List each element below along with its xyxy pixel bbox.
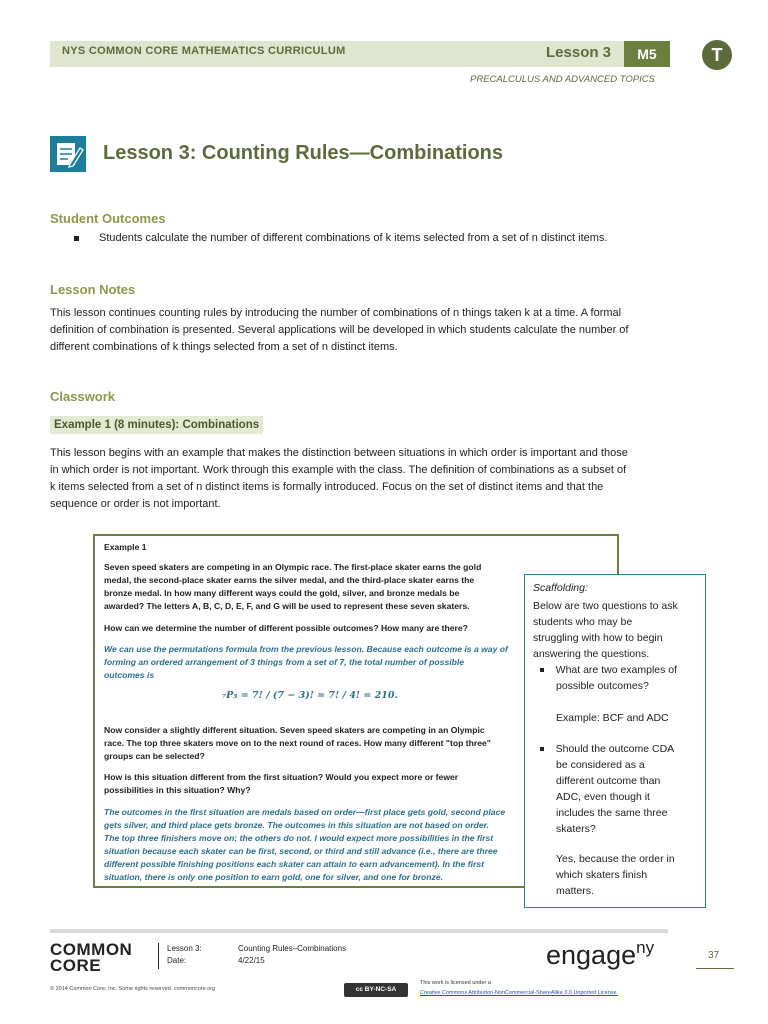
engageny-logo: engage$^{ny}$ (546, 938, 655, 970)
footer-divider (158, 943, 159, 969)
footer-date-value: 4/22/15 (238, 956, 265, 965)
common-core-logo: COMMON CORE (50, 940, 133, 975)
classwork-intro: This lesson begins with an example that makes the distinction between situations in which order is important and those in which order is not important. Work through this example with the class. The definition of combinations as a subset of k items selected from a set of n distinct items is formally introduced. Focus on the set of distinct items and that the sequence or order is not important. (50, 447, 628, 510)
license-link[interactable]: Creative Commons Attribution-NonCommercial-ShareAlike 3.0 Unported License. (420, 990, 619, 996)
teacher-badge: T (702, 40, 732, 70)
page-number-rule (696, 968, 734, 969)
notepad-icon (50, 136, 86, 172)
example-answer-2: The outcomes in the first situation are medals based on order—first place gets gold, second place gets silver, and third place gets bronze. The outcomes in this situation are not based on order. The top three finishers move on; the others do not. I would expect more possibilities in the first situation because each skater can be first, second, or third and still advance (i.e., there are three different possible finishing positions each skater can attain to earn advancement). In the first situation, there is only one position to earn gold, one for silver, and one for bronze. (104, 807, 506, 882)
course-subtitle: PRECALCULUS AND ADVANCED TOPICS (470, 74, 655, 85)
page-number: 37 (708, 950, 720, 961)
footer-rule (50, 929, 668, 933)
scaffolding-intro: Below are two questions to ask students who may be struggling with how to begin answering the questions. (533, 600, 678, 660)
copyright: © 2014 Common Core, Inc. Some rights reserved. commoncore.org (50, 986, 216, 992)
example-question-1: How can we determine the number of different possible outcomes? How many are there? (104, 623, 468, 633)
lesson-notes-text: This lesson continues counting rules by introducing the number of combinations of n things taken k at a time. A formal definition of combination is presented. Several applications will be developed in which students calculate the number of different combinations of k things selected from a set of n distinct items. (50, 307, 629, 353)
scaffolding-answer-1: Example: BCF and ADC (556, 712, 669, 724)
scaffolding-bullet-2: Should the outcome CDA be considered as a different outcome than ADC, even though it includes the same three skaters? (540, 741, 708, 837)
scaffolding-heading: Scaffolding: (533, 582, 588, 594)
example-paragraph-1: Seven speed skaters are competing in an Olympic race. The first-place skater earns the gold medal, the second-place skater earns the silver medal, and the third-place skater earns the bronze medal. In how many different ways could the gold, silver, and bronze medals be awarded? The letters A, B, C, D, E, F, and G will be used to represent these seven skaters. (104, 562, 482, 611)
lesson-notes-heading: Lesson Notes (50, 282, 136, 297)
curriculum-label: NYS COMMON CORE MATHEMATICS CURRICULUM (62, 45, 346, 57)
license-text: This work is licensed under a (420, 980, 491, 986)
example-heading: Example 1 (104, 542, 147, 552)
example-paragraph-2: Now consider a slightly different situation. Seven speed skaters are competing in an Olympic race. The top three skaters move on to the next round of races. How many different "top three" groups can be selected? (104, 725, 491, 761)
lesson-label: Lesson 3 (546, 44, 612, 61)
footer-date-label: Date: (167, 956, 187, 965)
page-title: Lesson 3: Counting Rules—Combinations (103, 142, 504, 164)
scaffolding-bullet-1: What are two examples of possible outcomes? (540, 662, 708, 694)
module-badge: M5 (624, 41, 670, 67)
permutation-formula: ₇P₃ = 7! / (7 − 3)! = 7! / 4! = 210. (222, 690, 398, 701)
example-label: Example 1 (8 minutes): Combinations (50, 416, 263, 434)
cc-license-badge: cc BY-NC-SA (344, 983, 408, 997)
footer-lesson-value: Counting Rules–Combinations (238, 944, 347, 953)
outcome-item: Students calculate the number of different combinations of k items selected from a set of n distinct items. (74, 232, 608, 244)
footer-lesson-label: Lesson 3: (167, 944, 202, 953)
classwork-heading: Classwork (50, 389, 116, 404)
example-question-2: How is this situation different from the first situation? Would you expect more or fewer possibilities in this situation? Why? (104, 772, 459, 795)
scaffolding-answer-2: Yes, because the order in which skaters finish matters. (556, 853, 675, 897)
example-answer-1: We can use the permutations formula from the previous lesson. Because each outcome is a way of forming an ordered arrangement of 3 things from a set of 7, the total number of possible outcomes is (104, 644, 508, 680)
student-outcomes-heading: Student Outcomes (50, 211, 166, 226)
